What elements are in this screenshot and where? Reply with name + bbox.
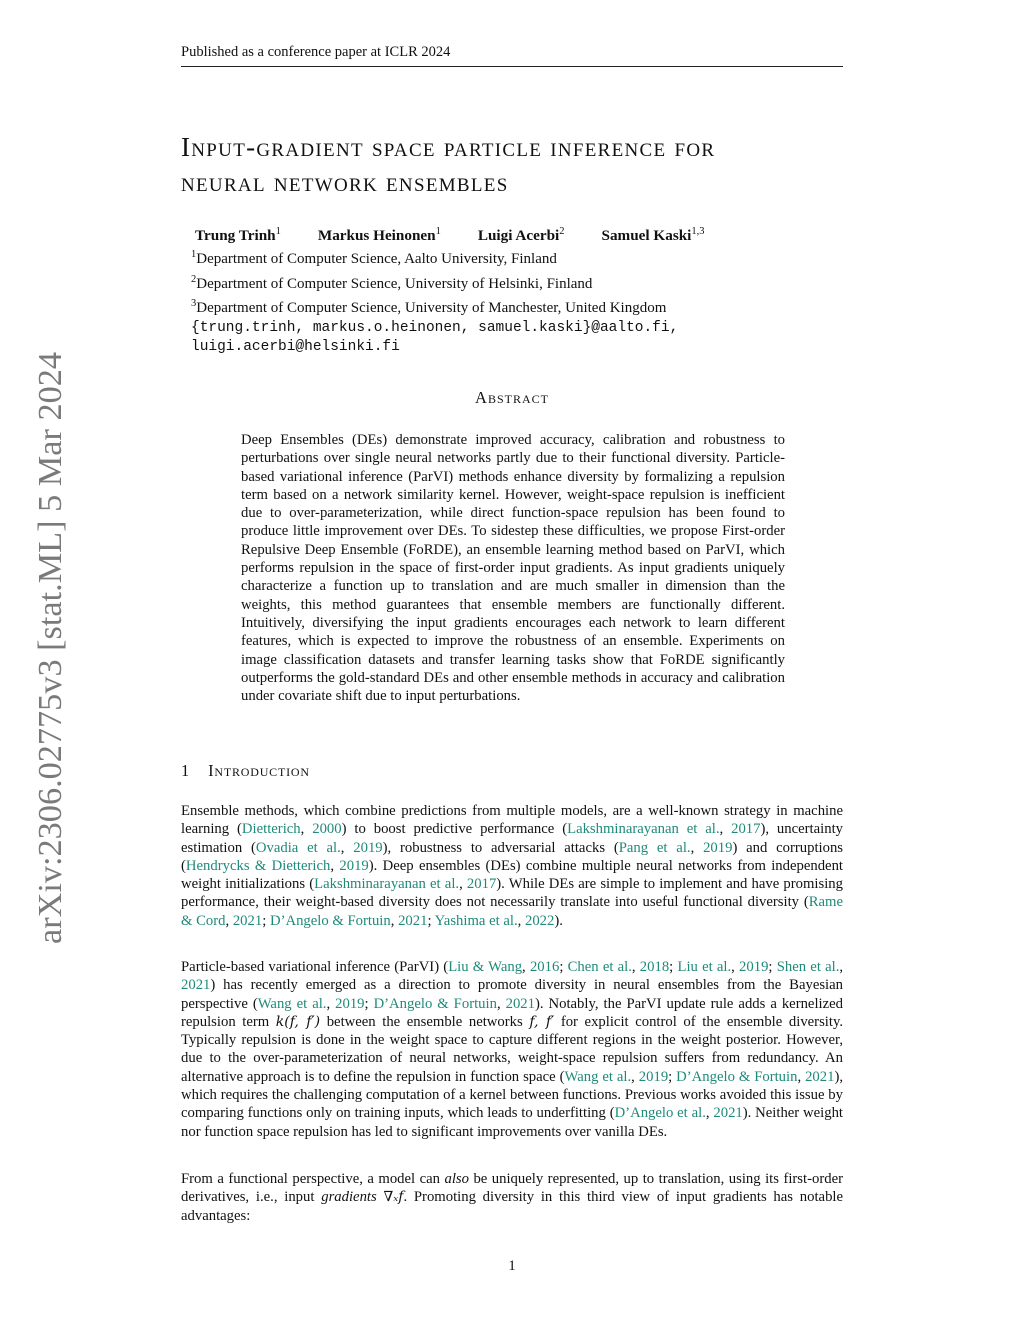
citation-link[interactable]: Yashima et al.: [434, 912, 518, 929]
emphasis: also: [444, 1171, 469, 1187]
affiliation-text: Department of Computer Science, University of Manchester, United Kingdom: [196, 300, 667, 316]
text-run: Particle-based variational inference (ParVI) (: [181, 959, 449, 975]
citation-link[interactable]: 2019: [335, 995, 365, 1012]
text-run: ,: [522, 959, 530, 975]
citation-link[interactable]: 2021: [805, 1068, 835, 1085]
citation-link[interactable]: 2021: [232, 912, 263, 929]
citation-link[interactable]: 2021: [505, 995, 535, 1012]
author: [478, 226, 565, 245]
citation-link[interactable]: 2017: [731, 821, 761, 838]
paragraph-3: [181, 1170, 843, 1225]
text-run: ,: [690, 839, 704, 856]
citation-link[interactable]: 2000: [312, 821, 342, 838]
math-expression: ∇ₓf: [383, 1189, 404, 1206]
affiliation-text: Department of Computer Science, Aalto University, Finland: [196, 251, 557, 267]
math-expression: f, f′: [529, 1013, 555, 1030]
text-run: ,: [340, 839, 354, 856]
citation-link[interactable]: 2019: [739, 959, 769, 975]
emphasis: gradients: [321, 1189, 377, 1206]
citation-link[interactable]: 2018: [639, 959, 670, 975]
affiliation-text: Department of Computer Science, University of Helsinki, Finland: [196, 275, 593, 292]
text-run: for explicit control of the ensemble diversity. Typically repulsion is done in the weight space to capture different regions in the weight posterior. However, due to the over-parameterization of neural networks, weight-space repulsion suffers from redundancy. An alternative approach is to define the repulsion in function space (: [181, 1013, 844, 1085]
author-affiliation: 1,3: [691, 226, 705, 237]
arxiv-watermark: [21, 348, 71, 948]
paper-title: [181, 130, 846, 200]
text-run: ;: [668, 1068, 677, 1085]
affiliation-number: 1: [191, 249, 197, 260]
citation-link[interactable]: Ovadia et al.: [255, 839, 341, 856]
citation-link[interactable]: 2017: [466, 876, 497, 893]
paragraph-1: [181, 802, 843, 930]
text-run: ;: [262, 912, 270, 929]
text-run: ,: [496, 995, 506, 1012]
text-run: ,: [797, 1068, 806, 1085]
author-name: Luigi Acerbi: [477, 227, 560, 245]
citation-link[interactable]: 2022: [524, 912, 555, 929]
affiliation-line: [191, 245, 851, 270]
citation-link[interactable]: Dietterich: [241, 821, 301, 838]
abstract-heading: Abstract: [475, 388, 549, 407]
affiliation-number: 3: [191, 298, 197, 309]
citation-link[interactable]: 2021: [713, 1105, 743, 1122]
text-run: ,: [459, 876, 467, 893]
title-line-2: neural network ensembles: [181, 167, 509, 197]
citation-link[interactable]: 2019: [703, 839, 733, 856]
affiliation-line: [191, 270, 851, 295]
citation-link[interactable]: 2021: [181, 977, 211, 994]
paragraph-2: [181, 958, 843, 1141]
citation-link[interactable]: Pang et al.: [618, 839, 691, 856]
text-run: ), robustness to adversarial attacks (: [382, 839, 619, 856]
citation-link[interactable]: Wang et al.: [257, 995, 327, 1012]
citation-link[interactable]: D’Angelo & Fortuin: [269, 912, 391, 929]
text-run: . Promoting diversity in this third view of input gradients has notable advantages:: [181, 1189, 844, 1224]
citation-link[interactable]: 2019: [638, 1068, 669, 1085]
page-number: 1: [508, 1258, 516, 1274]
section-title: Introduction: [208, 761, 310, 780]
affiliation-line: [191, 294, 851, 319]
author-affiliation: 1: [275, 226, 281, 237]
email-line-2: luigi.acerbi@helsinki.fi: [191, 339, 400, 355]
text-run: ) to boost predictive performance (: [341, 821, 568, 838]
author: [195, 226, 281, 245]
author-name: Trung Trinh: [195, 227, 276, 245]
text-run: ,: [390, 912, 399, 929]
citation-link[interactable]: 2019: [353, 839, 383, 856]
text-run: ). Deep ensembles (DEs) combine multiple neural networks from independent weight initializations (: [181, 857, 843, 893]
author: [602, 226, 705, 245]
section-number: 1: [181, 761, 191, 780]
text-run: Ensemble methods, which combine predictions from multiple models, are a well-known strategy in machine learning (: [181, 803, 843, 838]
citation-link[interactable]: Hendrycks & Dietterich: [185, 857, 331, 874]
text-run: ;: [427, 912, 435, 929]
abstract-text: Deep Ensembles (DEs) demonstrate improved accuracy, calibration and robustness to perturbations over single neural networks partly due to their functional diversity. Particle-based variational inference (ParVI) methods enhance diversity by formalizing a repulsion term based on a network similarity kernel. However, weight-space repulsion is inefficient due to over-parameterization, while direct function-space repulsion has been found to produce little improvement over DEs. To sidestep these difficulties, we propose First-order Repulsive Deep Ensemble (FoRDE), an ensemble learning method based on ParVI, which performs repulsion in the space of first-order input gradients. As input gradients uniquely characterize a function up to translation and are much smaller in dimension than the weights, this method guarantees that ensemble members are functionally different. Intuitively, diversifying the input gradients encourages each network to learn different features, which is expected to improve the robustness of an ensemble. Experiments on image classification datasets and transfer learning tasks show that FoRDE significantly outperforms the gold-standard DEs and other ensemble methods in accuracy and calibration under covariate shift due to input perturbations.: [241, 432, 785, 705]
section-heading: [181, 761, 310, 781]
citation-link[interactable]: 2019: [339, 857, 369, 874]
author: [318, 226, 441, 245]
text-run: ,: [839, 959, 844, 975]
citation-link[interactable]: D’Angelo & Fortuin: [373, 995, 497, 1012]
text-run: ). Notably, the ParVI update rule adds a kernelized repulsion term: [181, 995, 843, 1030]
text-run: ,: [731, 959, 740, 975]
citation-link[interactable]: 2021: [398, 912, 428, 929]
text-run: ).: [554, 912, 563, 929]
text-run: ,: [705, 1105, 714, 1122]
title-line-1: Input-gradient space particle inference for: [181, 132, 716, 162]
arxiv-watermark-svg: [21, 348, 71, 948]
text-run: ,: [517, 912, 525, 929]
citation-link[interactable]: Rame & Cord: [181, 894, 843, 929]
text-run: be uniquely represented, up to translation, using its first-order derivatives, i.e., input: [181, 1171, 843, 1206]
text-run: ) and corruptions (: [181, 839, 844, 874]
citation-link[interactable]: Liu et al.: [677, 959, 732, 975]
text-run: ), uncertainty estimation (: [181, 821, 843, 856]
text-run: ), which requires the challenging computation of a kernel between functions. Previous works avoided this issue by comparing functions only on training inputs, which leads to underfitting (: [181, 1068, 844, 1122]
text-run: ,: [719, 821, 732, 838]
citation-link[interactable]: Lakshminarayanan et al.: [567, 821, 720, 838]
text-run: From a functional perspective, a model can: [181, 1171, 445, 1187]
author-name: Markus Heinonen: [317, 227, 436, 245]
text-run: ,: [300, 821, 313, 838]
citation-link[interactable]: Chen et al.: [567, 959, 632, 975]
text-run: ;: [364, 995, 374, 1012]
text-run: ,: [631, 959, 640, 975]
text-run: [377, 1189, 384, 1205]
text-run: ;: [768, 959, 777, 975]
email-line-1: {trung.trinh, markus.o.heinonen, samuel.kaski}@aalto.fi,: [191, 319, 679, 336]
text-run: ). Neither weight nor function space repulsion has led to significant improvements over vanilla DEs.: [181, 1105, 844, 1140]
author-list: [195, 226, 845, 245]
text-run: ;: [559, 959, 568, 975]
citation-link[interactable]: Shen et al.: [776, 959, 840, 975]
header-rule: [181, 66, 843, 67]
text-run: ,: [330, 857, 340, 874]
text-run: ) has recently emerged as a direction to promote diversity in neural ensembles from the Bayesian perspective (: [181, 977, 843, 1012]
citation-link[interactable]: Wang et al.: [564, 1068, 632, 1085]
author-affiliation: 2: [559, 226, 565, 237]
author-name: Samuel Kaski: [601, 227, 692, 245]
math-expression: k(f, f′): [275, 1013, 321, 1030]
citation-link[interactable]: Liu & Wang: [448, 959, 523, 975]
affiliations: [191, 245, 851, 358]
text-run: ,: [225, 912, 233, 929]
text-run: ). While DEs are simple to implement and have promising performance, their weight-based diversity does not necessarily translate into useful functional diversity (: [181, 876, 843, 911]
running-header: Published as a conference paper at ICLR 2024: [181, 44, 451, 60]
text-run: ,: [631, 1068, 639, 1085]
citation-link[interactable]: Lakshminarayanan et al.: [314, 876, 460, 893]
citation-link[interactable]: D’Angelo et al.: [614, 1105, 706, 1122]
arxiv-id: arXiv:2306.02775v3 [stat.ML] 5 Mar 2024: [32, 356, 69, 944]
affiliation-number: 2: [191, 273, 197, 285]
author-affiliation: 1: [435, 226, 441, 237]
citation-link[interactable]: D’Angelo & Fortuin: [676, 1068, 798, 1085]
text-run: between the ensemble networks: [320, 1013, 530, 1030]
citation-link[interactable]: 2016: [529, 959, 560, 975]
text-run: ,: [326, 995, 336, 1012]
text-run: ;: [669, 959, 678, 975]
